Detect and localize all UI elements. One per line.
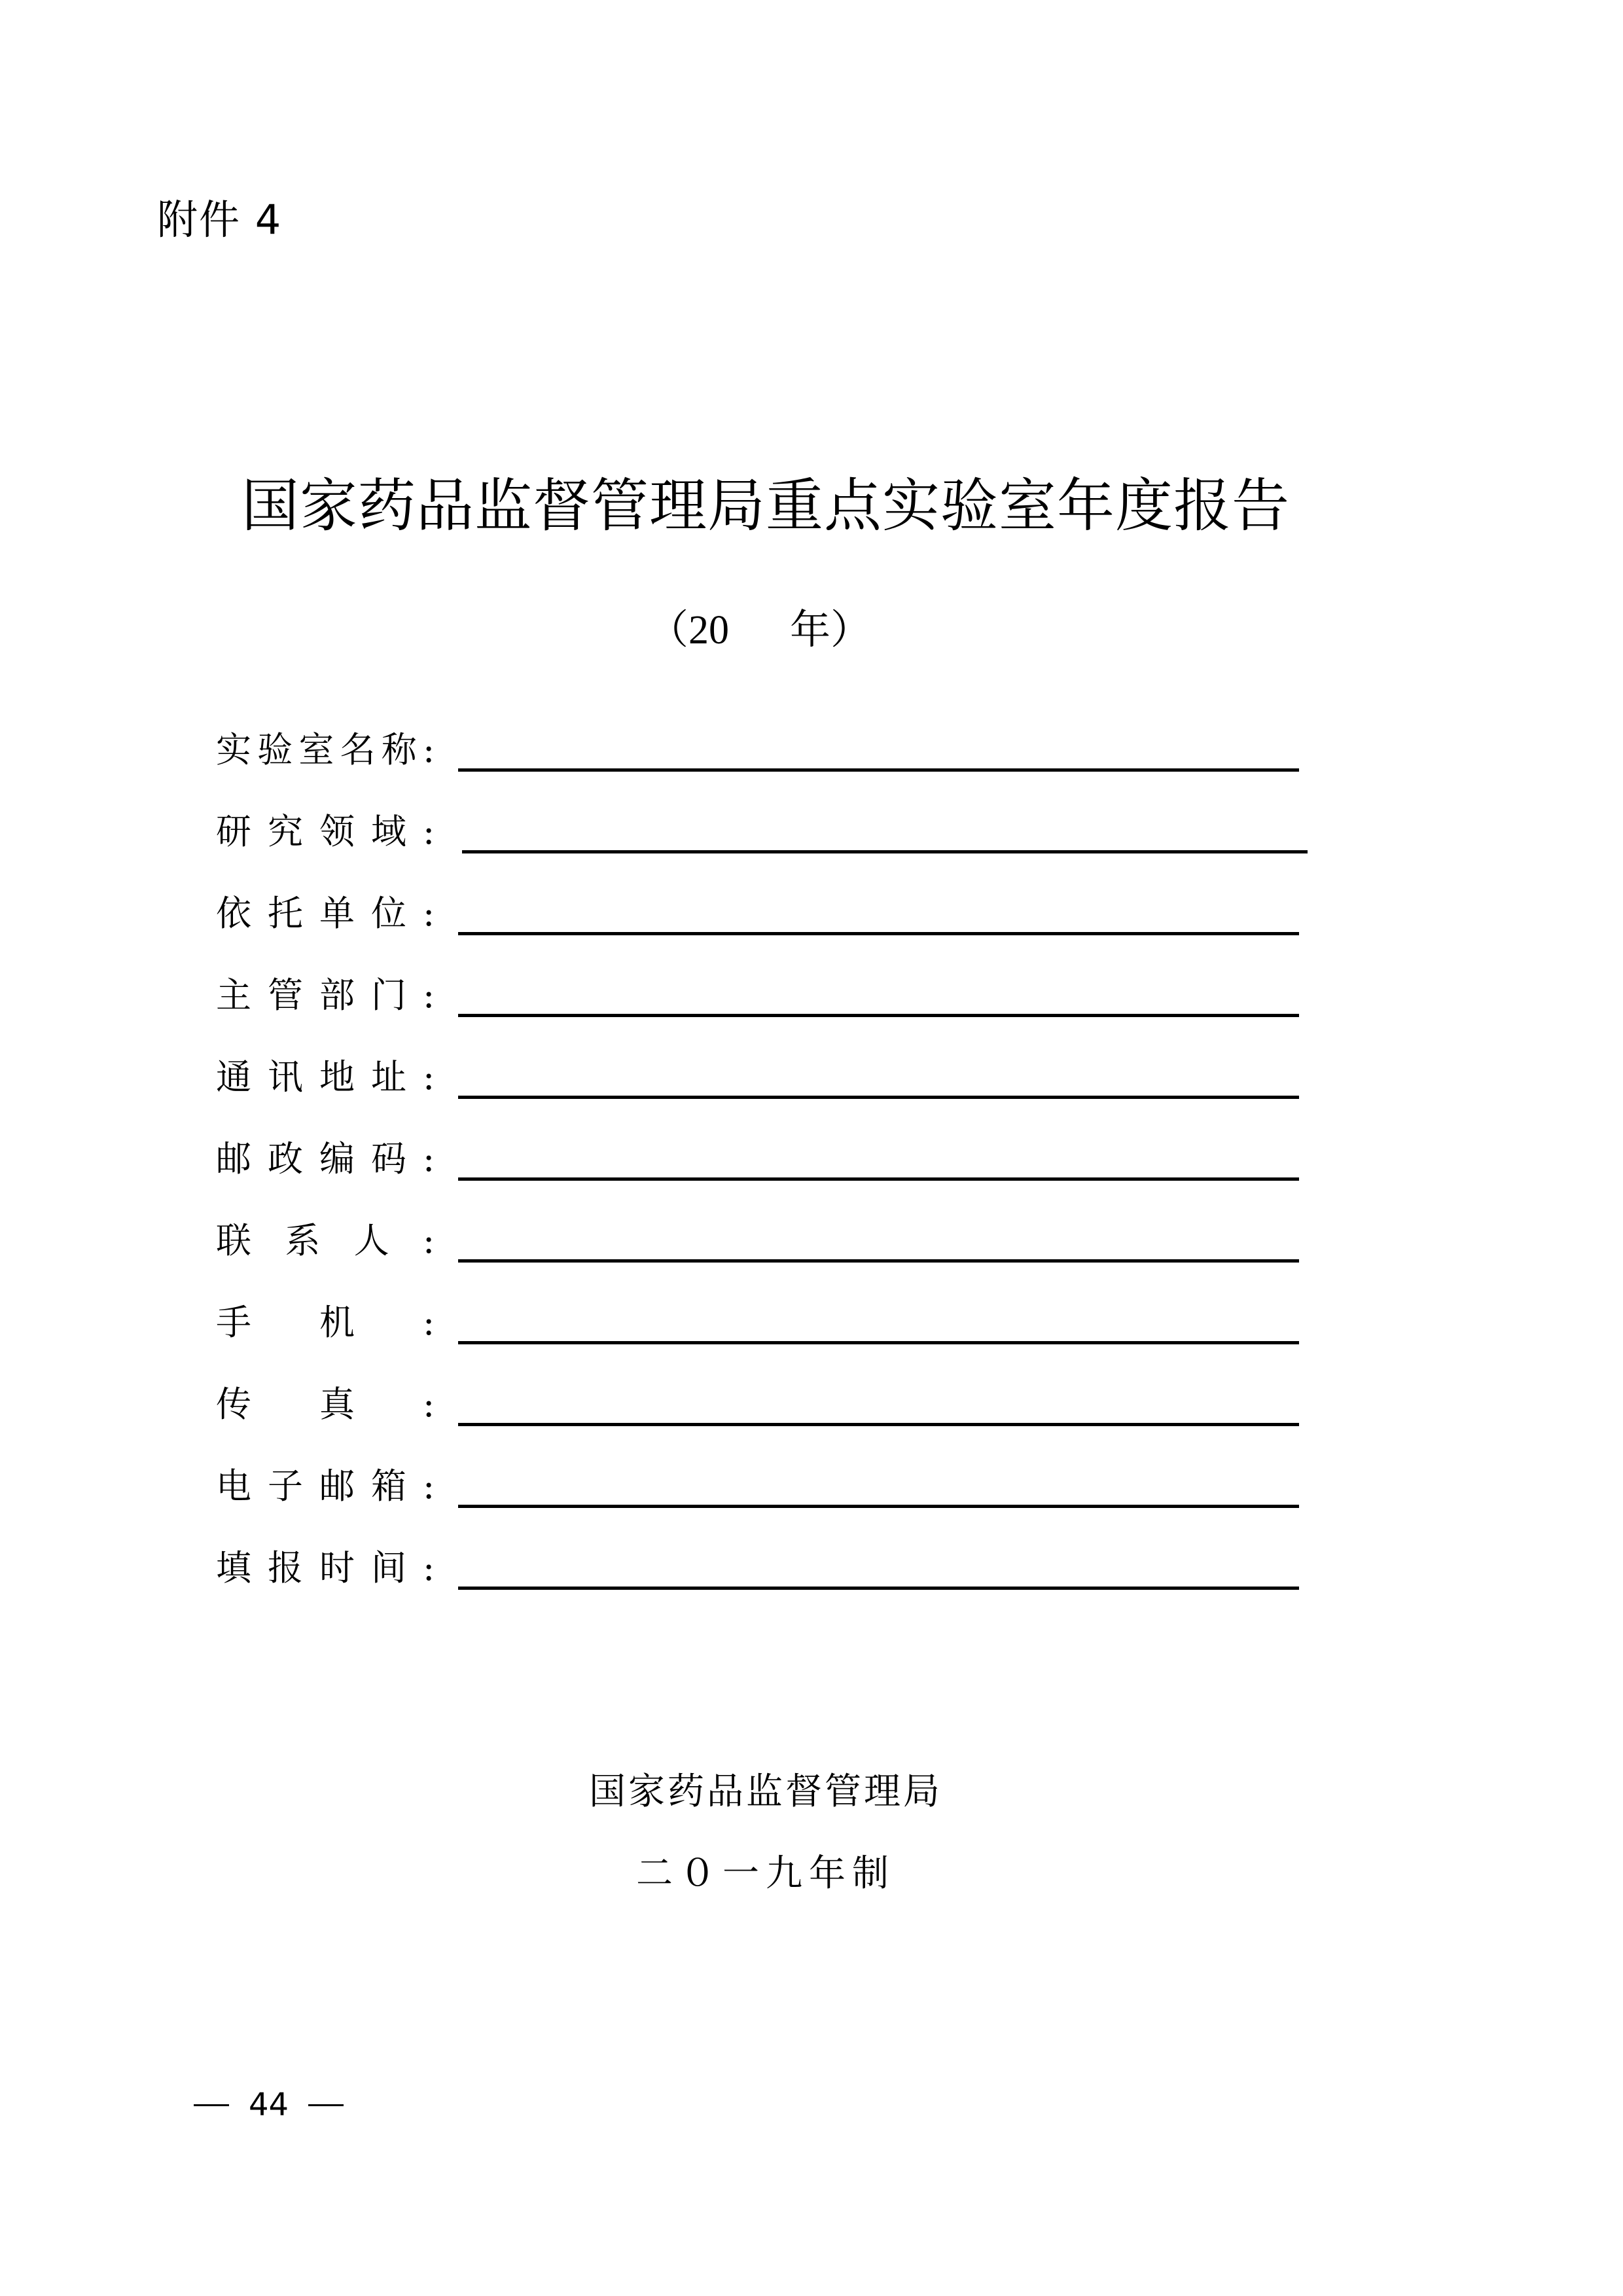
label-char: 政 xyxy=(268,1138,303,1179)
label-colon: : xyxy=(423,975,435,1016)
form-label-email xyxy=(216,1467,438,1506)
label-char: 报 xyxy=(268,1547,303,1588)
label-char: 室 xyxy=(298,729,334,770)
label-colon: : xyxy=(423,811,435,852)
label-colon: : xyxy=(423,893,435,934)
label-char: 联 xyxy=(216,1220,251,1261)
label-char: 真 xyxy=(319,1384,355,1425)
mobile-field[interactable] xyxy=(458,1341,1299,1344)
label-char: 地 xyxy=(319,1056,355,1098)
form-row-lab-name xyxy=(216,726,1329,808)
label-colon: : xyxy=(423,1302,435,1343)
form-row-report-date xyxy=(216,1545,1329,1626)
form-label-mailing-address xyxy=(216,1058,438,1097)
label-char: 址 xyxy=(371,1056,406,1098)
attachment-label: 附件 4 xyxy=(157,196,283,243)
lab-name-field[interactable] xyxy=(458,768,1299,772)
form-row-research-field xyxy=(216,808,1329,890)
form-label-supervising-dept xyxy=(216,976,438,1015)
form-label-report-date xyxy=(216,1549,438,1588)
label-colon: : xyxy=(422,729,435,770)
label-char: 传 xyxy=(216,1384,251,1425)
label-char: 邮 xyxy=(319,1465,355,1507)
label-char: 实 xyxy=(216,729,251,770)
label-colon: : xyxy=(423,1384,435,1425)
email-field[interactable] xyxy=(458,1505,1299,1508)
form-row-mobile xyxy=(216,1299,1329,1381)
supervising-dept-field[interactable] xyxy=(458,1014,1299,1017)
label-char: 验 xyxy=(257,729,293,770)
label-char: 域 xyxy=(371,811,406,852)
form-row-postal-code xyxy=(216,1136,1329,1217)
label-char: 领 xyxy=(319,811,355,852)
form-label-fax xyxy=(216,1385,438,1424)
label-char: 名 xyxy=(340,729,376,770)
label-colon: : xyxy=(422,1220,435,1261)
label-char: 码 xyxy=(371,1138,406,1179)
label-char: 部 xyxy=(319,975,355,1016)
page-number-value: 44 xyxy=(249,2087,289,2123)
form-row-host-institution xyxy=(216,890,1329,972)
form-row-contact-person xyxy=(216,1217,1329,1299)
form-label-contact-person xyxy=(216,1221,438,1261)
form-row-mailing-address xyxy=(216,1054,1329,1136)
label-char: 机 xyxy=(319,1302,355,1343)
form-row-email xyxy=(216,1463,1329,1545)
document-title: 国家药品监督管理局重点实验室年度报告 xyxy=(241,471,1290,539)
label-char: 位 xyxy=(371,893,406,934)
label-char: 主 xyxy=(216,975,251,1016)
form-row-supervising-dept xyxy=(216,972,1329,1054)
form-label-host-institution xyxy=(216,894,438,933)
issuer-name: 国家药品监督管理局 xyxy=(589,1770,942,1813)
label-char: 通 xyxy=(216,1056,251,1098)
label-char: 手 xyxy=(216,1302,251,1343)
report-year-line: （20 年） xyxy=(648,608,872,653)
label-char: 依 xyxy=(216,893,251,934)
label-char: 子 xyxy=(268,1465,303,1507)
label-char: 究 xyxy=(268,811,303,852)
form-row-fax xyxy=(216,1381,1329,1463)
label-char: 填 xyxy=(216,1547,251,1588)
label-char: 系 xyxy=(285,1220,321,1261)
label-char: 讯 xyxy=(268,1056,303,1098)
host-institution-field[interactable] xyxy=(458,932,1299,935)
label-char: 管 xyxy=(268,975,303,1016)
fax-field[interactable] xyxy=(458,1423,1299,1426)
cover-info-form xyxy=(216,726,1329,1626)
form-label-mobile xyxy=(216,1303,438,1342)
label-colon: : xyxy=(423,1547,435,1588)
label-char: 研 xyxy=(216,811,251,852)
report-date-field[interactable] xyxy=(458,1587,1299,1590)
form-label-postal-code xyxy=(216,1139,438,1179)
postal-code-field[interactable] xyxy=(458,1177,1299,1181)
label-char: 单 xyxy=(319,893,355,934)
research-field-field[interactable] xyxy=(462,850,1308,853)
page-number xyxy=(194,2089,344,2121)
label-char: 称 xyxy=(381,729,417,770)
label-char: 箱 xyxy=(371,1465,406,1507)
label-char: 人 xyxy=(353,1220,389,1261)
label-char: 电 xyxy=(216,1465,251,1507)
label-char: 编 xyxy=(319,1138,355,1179)
label-char: 间 xyxy=(371,1547,406,1588)
label-colon: : xyxy=(423,1056,435,1098)
mailing-address-field[interactable] xyxy=(458,1096,1299,1099)
form-label-lab-name xyxy=(216,730,438,770)
page-dash-left xyxy=(194,2104,229,2106)
label-char: 时 xyxy=(319,1547,355,1588)
form-label-research-field xyxy=(216,812,438,852)
page-dash-right xyxy=(308,2104,344,2106)
label-char: 托 xyxy=(268,893,303,934)
contact-person-field[interactable] xyxy=(458,1259,1299,1263)
label-char: 门 xyxy=(371,975,406,1016)
label-colon: : xyxy=(423,1138,435,1179)
label-colon: : xyxy=(423,1465,435,1507)
issue-date: 二０一九年制 xyxy=(636,1852,895,1895)
label-char: 邮 xyxy=(216,1138,251,1179)
